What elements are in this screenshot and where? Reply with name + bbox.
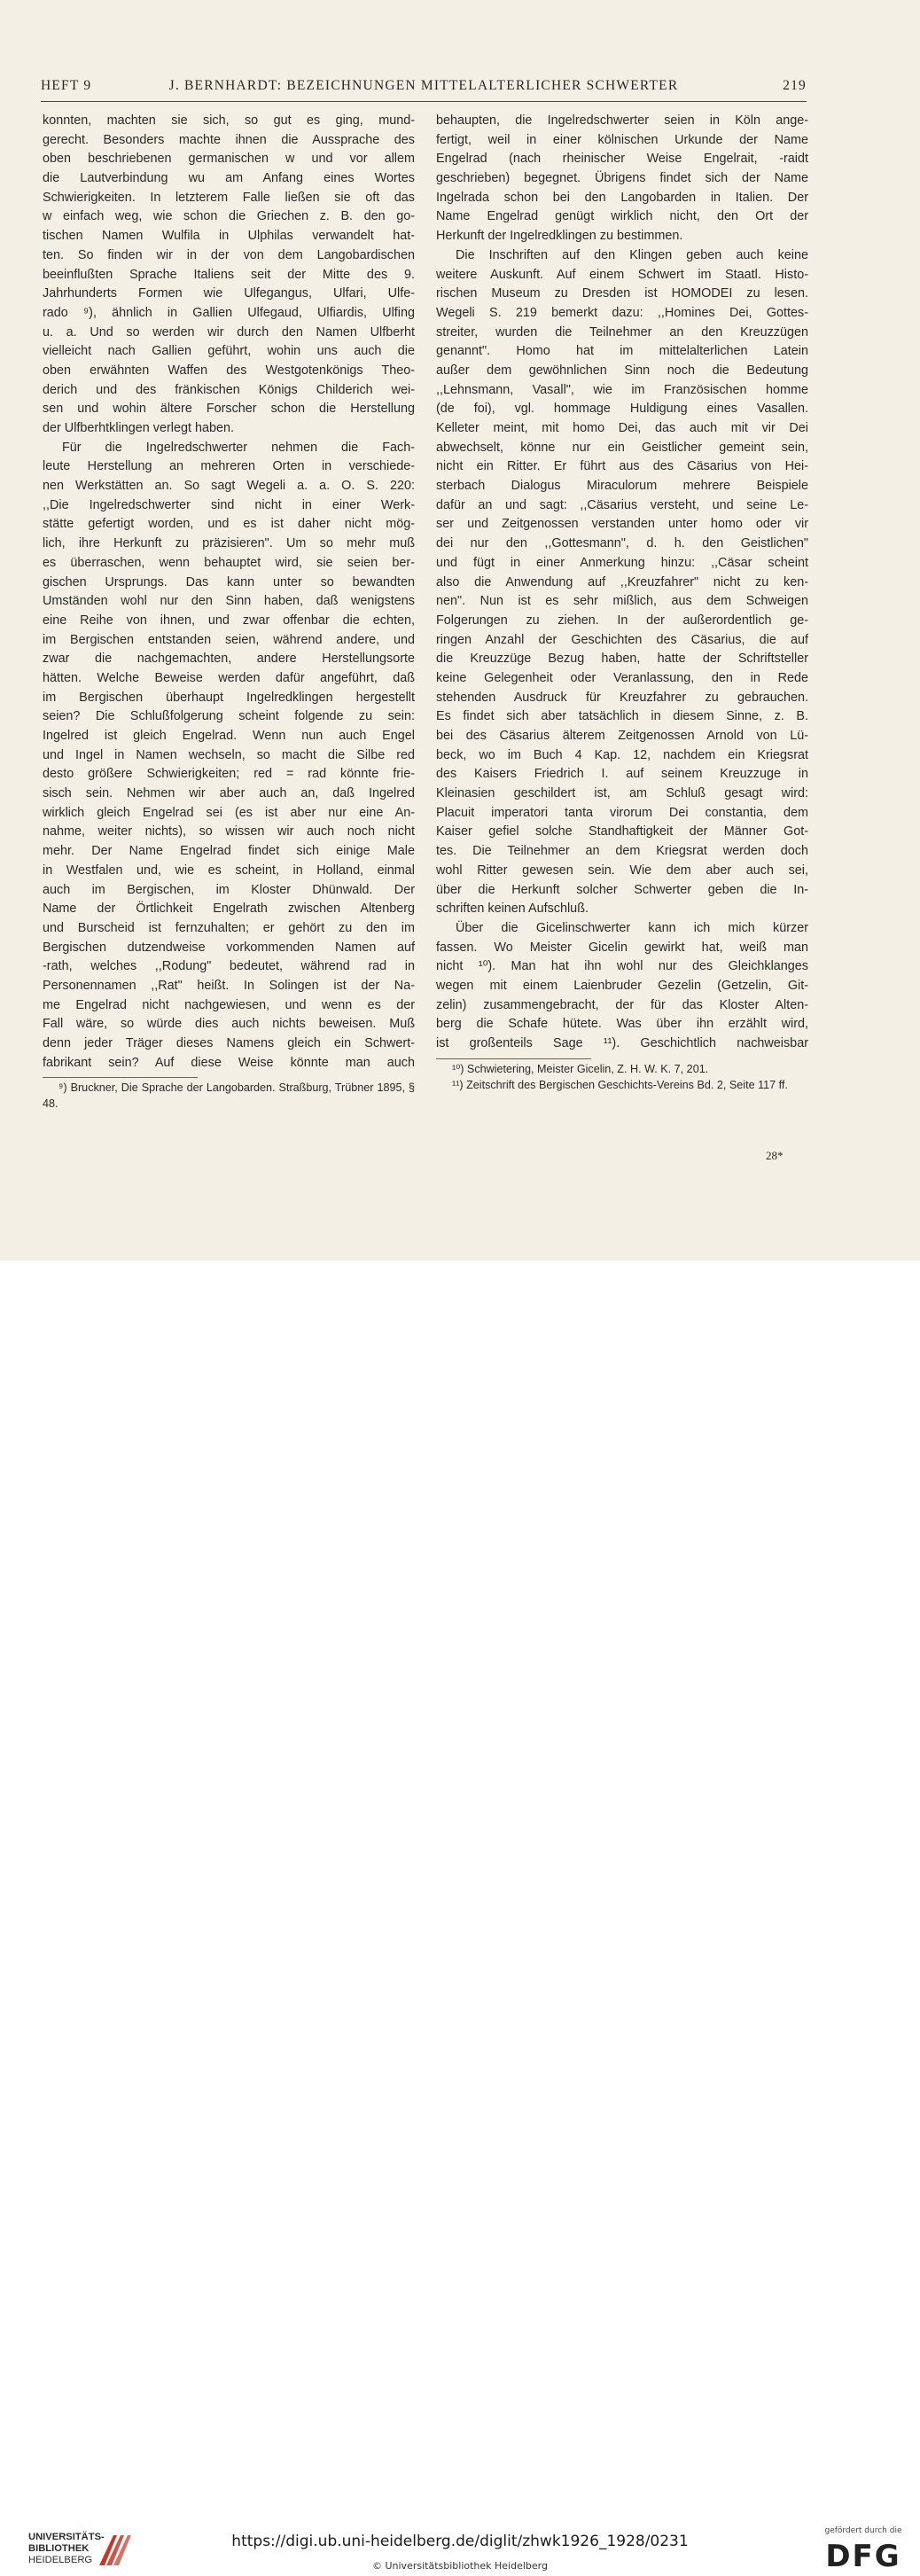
text-line: fabrikant sein? Auf diese Weise könnte man auch [43,1055,415,1070]
text-line: konnten, machten sie sich, so gut es ging, mund- [43,113,415,128]
text-line: hätten. Welche Beweise werden dafür angeführt, daß [43,670,415,685]
footer-bar [0,1261,920,2574]
text-line: ser und Zeitgenossen verstanden unter homo oder vir [436,517,808,532]
text-line: fertigt, weil in einer kölnischen Urkunde der Name [436,132,808,147]
footnote-rule-left [43,1077,198,1078]
text-line: und fügt in einer Anmerkung hinzu: ,,Cäsar scheint [436,555,808,570]
text-line: Kleinasien geschildert ist, am Schluß gesagt wird: [436,786,808,801]
text-line: rischen Museum zu Dresden ist HOMODEI zu lesen. [436,286,808,301]
text-line: u. a. Und so werden wir durch den Namen Ulfberht [43,324,415,340]
library-name-line1: UNIVERSITÄTS- [28,2532,105,2542]
text-line: berg die Schafe hütete. Was über ihn erzählt wird, [436,1017,808,1032]
text-line: dei nur den ,,Gottesmann", d. h. den Geistlichen" [436,536,808,551]
library-name-line2: BIBLIOTHEK [28,2543,90,2555]
footnotes-left [43,1081,415,1112]
text-line: gischen Ursprungs. Das kann unter so bewandten [43,574,415,589]
text-line: seien? Die Schlußfolgerung scheint folgende zu sein: [43,709,415,724]
permalink-url[interactable]: https://digi.ub.uni-heidelberg.de/diglit/zhwk1926_1928/0231 [231,2533,689,2550]
text-line: eine Reihe von ihnen, und zwar offenbar die echten, [43,613,415,628]
text-line: die Kreuzzüge Bezug haben, hatte der Schriftsteller [436,652,808,667]
footnote: ¹⁰) Schwietering, Meister Gicelin, Z. H. W. K. 7, 201. [452,1063,709,1075]
article-title: J. BERNHARDT: BEZEICHNUNGEN MITTELALTERLICHER SCHWERTER [168,78,679,93]
text-line: wegen mit einem Laienbruder Gezelin (Getzelin, Git- [436,978,808,993]
text-line: genannt". Homo hat im mittelalterlichen Latein [436,344,808,359]
text-line: Kelleter meint, mit homo Dei, das auch mit vir Dei [436,421,808,435]
text-line: Die Inschriften auf den Klingen geben auch keine [456,247,808,262]
text-line: mehr. Der Name Engelrad findet sich einige Male [43,844,415,859]
text-line: Für die Ingelredschwerter nehmen die Fach- [62,440,415,455]
text-line: beck, wo im Buch 4 Kap. 12, nachdem ein Kriegsrat [436,747,808,762]
text-line: Engelrad (nach rheinischer Weise Engelrait, -raidt [436,152,808,167]
right-column [436,112,808,1054]
text-line: des Kaisers Friedrich I. auf seinem Kreuzzuge in [436,767,808,782]
dfg-letters: DFG [825,2539,901,2574]
left-column [43,112,415,1073]
text-line: wirklich gleich Engelrad sei (es ist aber nur eine An- [43,805,415,820]
text-line: sterbach Dialogus Miraculorum mehrere Beispiele [436,479,808,494]
text-line: lich, ihre Herkunft zu präzisieren". Um so mehr muß [43,536,415,551]
text-line: fassen. Wo Meister Gicelin gewirkt hat, weiß man [436,940,808,955]
text-line: auch im Bergischen, im Kloster Dhünwald. Der [43,882,415,897]
footnote: ¹¹) Zeitschrift des Bergischen Geschichts-Vereins Bd. 2, Seite 117 ff. [452,1078,788,1091]
issue-number: HEFT 9 [41,78,92,93]
text-line: desto größere Schwierigkeiten; red = rad könnte frie- [43,767,415,782]
text-line: außer dem gewöhnlichen Sinn noch die Bedeutung [436,363,808,378]
text-line: die Lautverbindung wu am Anfang eines Wortes [43,171,415,186]
text-line: Folgerungen zu ziehen. In der außerordentlich ge- [436,613,808,628]
text-line: gerecht. Besonders machte ihnen die Aussprache des [43,132,415,147]
text-line: stätte gefertigt worden, und es ist daher nicht mög- [43,517,415,532]
text-line: schriften keinen Aufschluß. [436,902,589,917]
footnotes-right [436,1062,808,1093]
text-line: weitere Auskunft. Auf einem Schwert im Staatl. Histo- [436,267,808,282]
text-line: ,,Die Ingelredschwerter sind nicht in einer Werk- [43,497,415,512]
text-line: Name der Örtlichkeit Engelrath zwischen Altenberg [43,902,415,917]
text-line: Kaiser gefiel solche Standhaftigkeit der Männer Got- [436,824,808,839]
text-line: rado ⁹), ähnlich in Gallien Ulfegaud, Ulfiardis, Ulfing [43,305,415,320]
text-line: Wegeli S. 219 bemerkt dazu: ,,Homines Dei, Gottes- [436,305,808,320]
text-line: Ingelred ist gleich Engelrad. Wenn nun auch Engel [43,729,415,743]
text-line: Placuit imperatori tanta virorum Dei constantia, dem [436,805,808,820]
text-line: der Ulfberhtklingen verlegt haben. [43,421,234,435]
text-line: in Westfalen und, wie es scheint, in Holland, einmal [43,863,415,878]
text-line: w einfach weg, wie schon die Griechen z. B. den go- [43,209,415,224]
text-line: bei des Cäsarius älterem Zeitgenossen Arnold von Lü- [436,729,808,743]
text-line: behaupten, die Ingelredschwerter seien in Köln ange- [436,113,808,128]
scanned-page [0,0,920,1261]
text-line: Bergischen dutzendweise vorkommenden Namen auf [43,940,415,955]
text-line: vielleicht nach Gallien geführt, wohin uns auch die [43,344,415,359]
text-line: nicht ein Ritter. Er führt aus des Cäsarius von Hei- [436,459,808,474]
text-line: abwechselt, könne nur ein Geistlicher gemeint sein, [436,440,808,455]
text-line: Personennamen ,,Rat" heißt. In Solingen ist der Na- [43,978,415,993]
text-line: streiter, wurden die Teilnehmer an den Kreuzzügen [436,324,808,340]
text-line: also die Anwendung auf ,,Kreuzfahrer" nicht zu ken- [436,574,808,589]
text-line: Über die Gicelinschwerter kann ich mich kürzer [456,920,808,935]
text-line: Ingelrada schon bei den Langobarden in Italien. Der [436,190,808,205]
text-line: stehenden Ausdruck für Kreuzfahrer zu gebrauchen. [436,690,808,705]
text-line: ringen Anzahl der Geschichten des Cäsarius, die auf [436,632,808,647]
text-line: keine Gelegenheit oder Veranlassung, den in Rede [436,670,808,685]
copyright-notice: © Universitätsbibliothek Heidelberg [371,2560,548,2572]
text-line: Schwierigkeiten. In letzterem Falle ließen sie oft das [43,190,415,205]
text-line: Es findet sich aber tatsächlich in diesem Sinne, z. B. [436,709,808,724]
text-line: -rath, welches ,,Rodung" bedeutet, während rad in [43,959,415,974]
text-line: nen". Nun ist es sehr mißlich, aus dem Schweigen [436,594,808,609]
footnote-rule-right [436,1058,591,1059]
library-name-line3: HEIDELBERG [28,2555,93,2566]
text-line: me Engelrad nicht nachgewiesen, und wenn es der [43,997,415,1012]
text-line: Fall wäre, so würde dies auch nichts beweisen. Muß [43,1017,415,1032]
text-line: es überraschen, wenn behauptet wird, sie seien ber- [43,555,415,570]
text-line: Name Engelrad genügt wirklich nicht, den Ort der [436,209,808,224]
text-line: Umständen wohl nur den Sinn haben, daß wenigstens [43,594,415,609]
text-line: nahme, weiter nichts), so wissen wir auch noch nicht [43,824,415,839]
text-line: leute Herstellung an mehreren Orten in verschiede- [43,459,415,474]
text-line: nen Werkstätten an. So sagt Wegeli a. a. O. S. 220: [43,479,415,494]
text-line: und Burscheid ist fernzuhalten; er gehört zu den im [43,920,415,935]
text-line: geschrieben) begegnet. Übrigens findet sich der Name [436,171,808,186]
text-line: Herkunft der Ingelredklingen zu bestimmen. [436,229,683,244]
text-line: sisch sein. Nehmen wir aber auch an, daß Ingelred [43,786,415,801]
text-line: nicht ¹⁰). Man hat ihn wohl nur des Gleichklanges [436,959,808,974]
header-rule [41,101,807,102]
text-line: zelin) zusammengebracht, der für das Kloster Alten- [436,997,808,1012]
running-head [41,78,807,98]
text-line: tischen Namen Wulfila in Ulphilas verwandelt hat- [43,229,415,244]
text-line: zwar die nachgemachten, andere Herstellungsorte [43,652,415,667]
sheet-signature: 28* [766,1149,784,1162]
text-line: ten. So finden wir in der von dem Langobardischen [43,247,415,262]
text-line: im Bergischen überhaupt Ingelredklingen hergestellt [43,690,415,705]
text-line: beeinflußten Sprache Italiens seit der Mitte des 9. [43,267,415,282]
text-line: tes. Die Teilnehmer an dem Kriegsrat werden doch [436,844,808,859]
text-line: ,,Lehnsmann, Vasall", wie im Französischen homme [436,382,808,397]
text-line: dafür an und sagt: ,,Cäsarius versteht, und seine Le- [436,497,808,512]
text-line: und Ingel in Namen wechseln, so macht die Silbe red [43,747,415,762]
page-number: 219 [783,78,807,93]
text-line: ist großenteils Sage ¹¹). Geschichtlich nachweisbar [436,1036,808,1050]
text-line: im Bergischen entstanden seien, während andere, und [43,632,415,647]
text-line: wohl Ritter gewesen sein. Wie dem aber auch sei, [436,863,808,878]
dfg-caption: gefördert durch die [824,2526,902,2535]
text-line: über die Herkunft solcher Schwerter geben die In- [436,882,808,897]
text-line: Jahrhunderts Formen wie Ulfegangus, Ulfari, Ulfe- [43,286,415,301]
text-line: derich und des fränkischen Königs Childerich wei- [43,382,415,397]
text-line: sen und wohin ältere Forscher schon die Herstellung [43,402,415,417]
footnote: ⁹) Bruckner, Die Sprache der Langobarden. Straßburg, Trübner 1895, § 48. [43,1081,415,1110]
text-line: oben beschriebenen germanischen w und vor allem [43,152,415,167]
text-line: (de foi), vgl. hommage Huldigung eines Vasallen. [436,402,808,417]
text-line: oben erwähnten Waffen des Westgotenkönigs Theo- [43,363,415,378]
text-line: denn jeder Träger dieses Namens gleich ein Schwert- [43,1036,415,1050]
dfg-logo-icon[interactable] [819,2526,908,2576]
